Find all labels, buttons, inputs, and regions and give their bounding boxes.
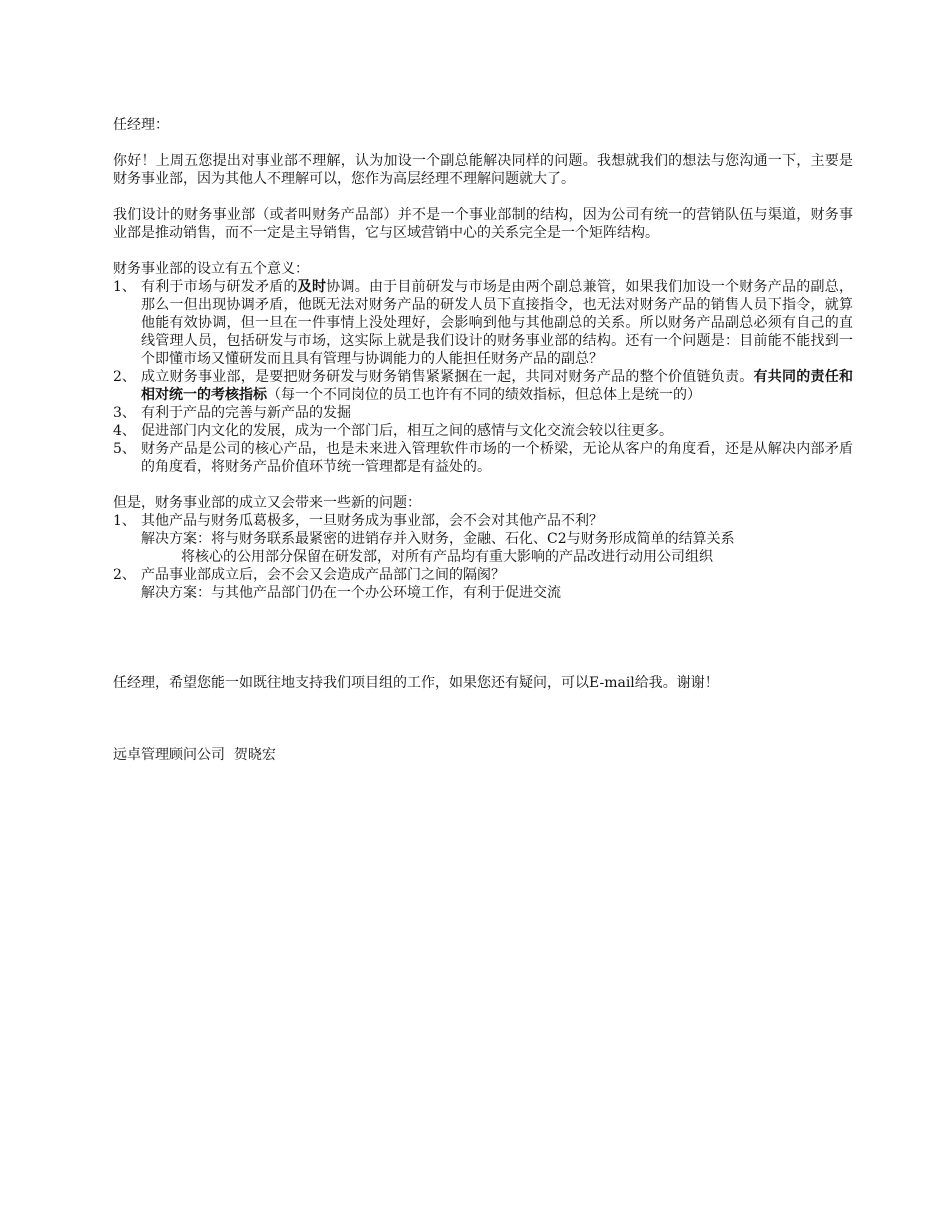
spacer [113,476,853,494]
significance-item [113,422,853,440]
problem-item [113,512,853,530]
item-number: 5、 [113,441,136,457]
significance-item [113,404,853,422]
letter-body [113,116,853,764]
item-text: 财务产品是公司的核心产品，也是未来进入管理软件市场的一个桥梁，无论从客户的角度看，还是从解决内部矛盾的角度看，将财务产品价值环节统一管理都是有益处的。 [141,441,853,475]
significance-item [113,440,853,476]
paragraph-2: 我们设计的财务事业部（或者叫财务产品部）并不是一个事业部制的结构，因为公司有统一的营销队伍与渠道，财务事业部是推动销售，而不一定是主导销售，它与区域营销中心的关系完全是一个矩阵结构。 [113,207,853,241]
item-text: 其他产品与财务瓜葛极多，一旦财务成为事业部，会不会对其他产品不利？ [141,513,603,529]
spacer [113,242,853,260]
significance-item [113,368,853,404]
item-number: 2、 [113,567,136,583]
item-number: 3、 [113,405,136,421]
spacer [113,602,853,674]
problems-intro: 但是，财务事业部的成立又会带来一些新的问题： [113,495,421,511]
signature: 远卓管理顾问公司 贺晓宏 [113,747,276,763]
closing-remark: 任经理，希望您能一如既往地支持我们项目组的工作，如果您还有疑问，可以E-mail给我。谢谢！ [113,675,719,691]
item-text: 有利于产品的完善与新产品的发掘 [141,405,351,421]
significance-item [113,278,853,368]
item-number: 2、 [113,369,136,385]
item-number: 1、 [113,279,136,295]
item-number: 4、 [113,423,136,439]
solution-text: 解决方案：与其他产品部门仍在一个办公环境工作，有利于促进交流 [141,585,561,601]
solution-extra-text: 将核心的公用部分保留在研发部，对所有产品均有重大影响的产品改进行动用公司组织 [181,549,713,565]
item-number: 1、 [113,513,136,529]
salutation: 任经理： [113,117,169,133]
spacer [113,188,853,206]
spacer [113,692,853,746]
item-text: 促进部门内文化的发展，成为一个部门后，相互之间的感情与文化交流会较以往更多。 [141,423,673,439]
problem-item [113,566,853,584]
solution-text: 解决方案：将与财务联系最紧密的进销存并入财务，金融、石化、C2与财务形成简单的结算关系 [141,531,735,547]
paragraph-1: 你好！上周五您提出对事业部不理解，认为加设一个副总能解决同样的问题。我想就我们的想法与您沟通一下，主要是财务事业部，因为其他人不理解可以，您作为高层经理不理解问题就大了。 [113,153,853,187]
item-text: 有利于市场与研发矛盾的及时协调。由于目前研发与市场是由两个副总兼管，如果我们加设一个财务产品的副总，那么一但出现协调矛盾，他既无法对财务产品的研发人员下直接指令，也无法对财务产品的销售人员下指令，就算他能有效协调，但一旦在一件事情上没处理好，会影响到他与其他副总的关系。所以财务产品副总必须有自己的直线管理人员，包括研发与市场，这实际上就是我们设计的财务事业部的结构。还有一个问题是：目前能不能找到一个即懂市场又懂研发而且具有管理与协调能力的人能担任财务产品的副总？ [141,279,854,367]
item-text: 产品事业部成立后，会不会又会造成产品部门之间的隔阂？ [141,567,505,583]
significance-intro: 财务事业部的设立有五个意义： [113,261,309,277]
emphasis-text: 有共同的责任和相对统一的考核指标 [141,369,854,403]
item-text: 成立财务事业部，是要把财务研发与财务销售紧紧捆在一起，共同对财务产品的整个价值链负责。有共同的责任和相对统一的考核指标（每一个不同岗位的员工也许有不同的绩效指标，但总体上是统一的） [141,369,854,403]
spacer [113,134,853,152]
emphasis-text: 及时 [297,279,327,295]
